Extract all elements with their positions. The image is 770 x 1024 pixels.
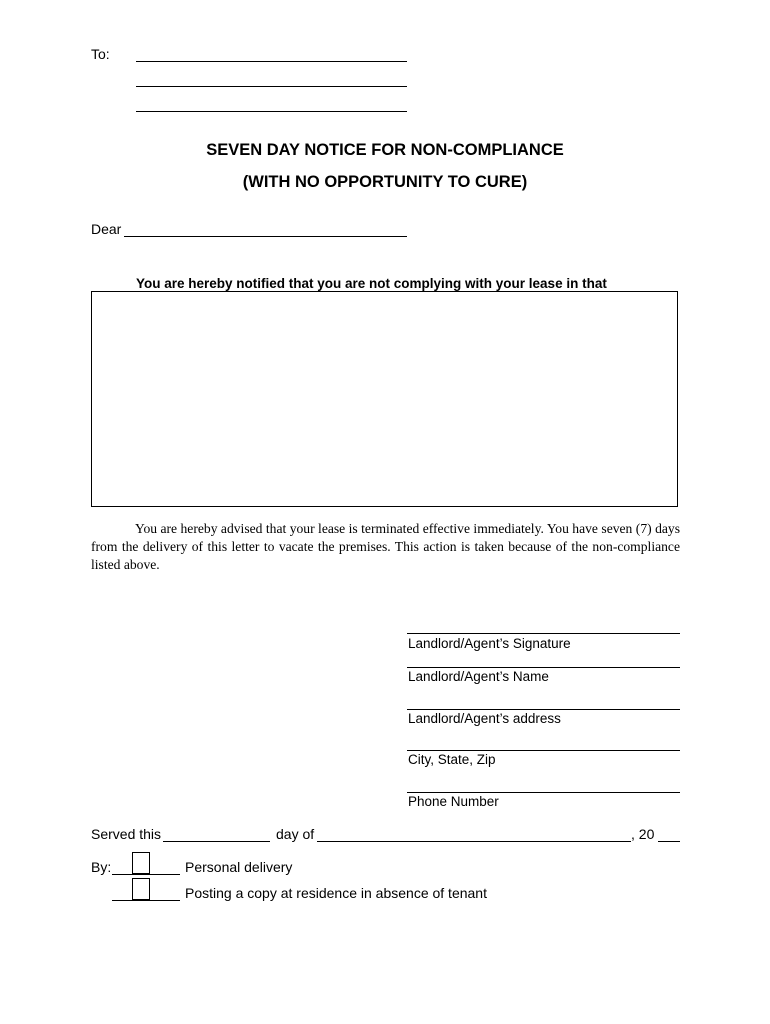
city-line[interactable] [407, 750, 680, 751]
name-line[interactable] [407, 667, 680, 668]
advice-paragraph: You are hereby advised that your lease is terminated effective immediately. You have seven (7) days from the delivery of this letter to vacate the premises. This action is taken because of the non-compliance listed above. [91, 521, 680, 572]
served-label: Served this [91, 826, 162, 842]
noncompliance-details-box[interactable] [91, 291, 678, 507]
phone-line[interactable] [407, 792, 680, 793]
to-label: To: [91, 46, 110, 62]
signature-label: Landlord/Agent’s Signature [408, 636, 571, 651]
by-label: By: [91, 859, 112, 875]
recipient-line-1[interactable] [136, 61, 407, 62]
served-year-line[interactable] [658, 841, 680, 842]
address-line[interactable] [407, 709, 680, 710]
served-day-line[interactable] [163, 841, 270, 842]
personal-delivery-line [112, 874, 180, 875]
recipient-line-2[interactable] [136, 86, 407, 87]
posting-line [112, 900, 180, 901]
phone-label: Phone Number [408, 794, 499, 809]
posting-label: Posting a copy at residence in absence of tenant [185, 885, 487, 901]
document-subtitle: (WITH NO OPPORTUNITY TO CURE) [242, 173, 528, 191]
year-prefix: , 20 [631, 826, 655, 842]
dear-label: Dear [91, 221, 122, 237]
document-title: SEVEN DAY NOTICE FOR NON-COMPLIANCE [206, 141, 564, 159]
served-month-line[interactable] [317, 841, 631, 842]
signature-line[interactable] [407, 633, 680, 634]
recipient-line-3[interactable] [136, 111, 407, 112]
posting-checkbox[interactable] [132, 878, 150, 900]
dear-name-line[interactable] [124, 236, 407, 237]
day-of-label: day of [276, 826, 315, 842]
personal-delivery-checkbox[interactable] [132, 852, 150, 874]
name-label: Landlord/Agent’s Name [408, 669, 549, 684]
personal-delivery-label: Personal delivery [185, 859, 293, 875]
notice-intro: You are hereby notified that you are not complying with your lease in that [136, 276, 607, 291]
address-label: Landlord/Agent’s address [408, 711, 561, 726]
city-label: City, State, Zip [408, 752, 496, 767]
